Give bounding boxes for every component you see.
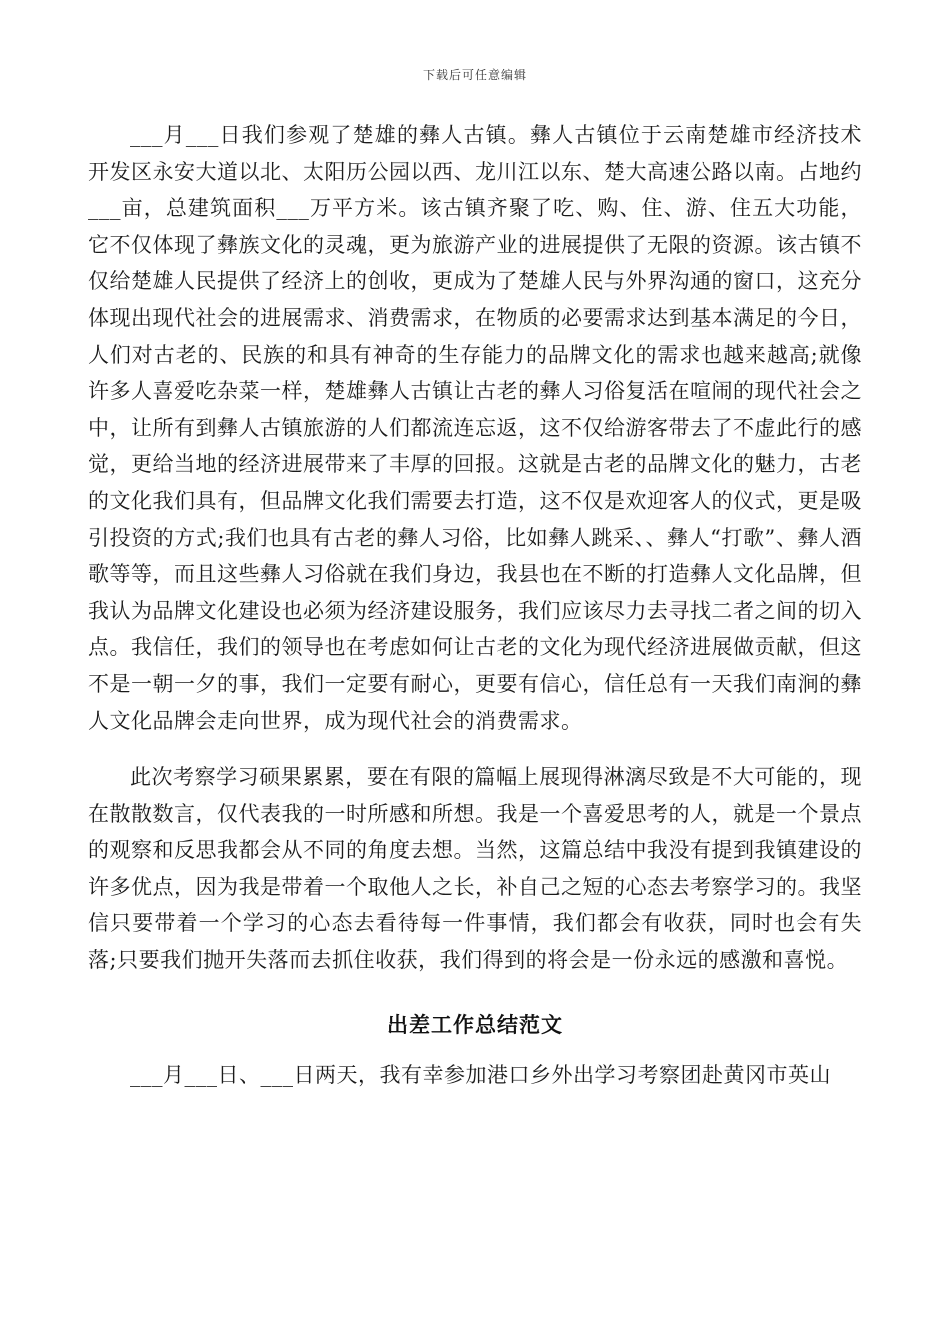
document-body — [88, 117, 862, 1093]
paragraph-business-trip-intro: ___月___日、___日两天，我有幸参加港口乡外出学习考察团赴黄冈市英山 — [130, 1062, 831, 1087]
page-header-note: 下载后可任意编辑 — [422, 68, 527, 82]
paragraph-study-reflection: 此次考察学习硕果累累，要在有限的篇幅上展现得淋漓尽致是不大可能的，现在散散数言，仅代表我的一时所感和所想。我是一个喜爱思考的人，就是一个景点的观察和反思我都会从不同的角度去想。当然，这篇总结中我没有提到我镇建设的许多优点，因为我是带着一个取他人之长，补自己之短的心态去考察学习的。我坚信只要带着一个学习的心态去看待每一件事情，我们都会有收获，同时也会有失落;只要我们抛开失落而去抓住收获，我们得到的将会是一份永远的感激和喜悦。 — [88, 765, 862, 973]
section-title: 出差工作总结范文 — [387, 1012, 563, 1037]
paragraph-visit-yiren-town: ___月___日我们参观了楚雄的彝人古镇。彝人古镇位于云南楚雄市经济技术开发区永安大道以北、太阳历公园以西、龙川江以东、楚大高速公路以南。占地约___亩，总建筑面积___万平方米。该古镇齐聚了吃、购、住、游、住五大功能，它不仅体现了彝族文化的灵魂，更为旅游产业的进展提供了无限的资源。该古镇不仅给楚雄人民提供了经济上的创收，更成为了楚雄人民与外界沟通的窗口，这充分体现出现代社会的进展需求、消费需求，在物质的必要需求达到基本满足的今日，人们对古老的、民族的和具有神奇的生存能力的品牌文化的需求也越来越高;就像许多人喜爱吃杂菜一样，楚雄彝人古镇让古老的彝人习俗复活在喧闹的现代社会之中，让所有到彝人古镇旅游的人们都流连忘返，这不仅给游客带去了不虚此行的感觉，更给当地的经济进展带来了丰厚的回报。这就是古老的品牌文化的魅力，古老的文化我们具有，但品牌文化我们需要去打造，这不仅是欢迎客人的仪式，更是吸引投资的方式;我们也具有古老的彝人习俗，比如彝人跳采、、彝人“打歌”、彝人酒歌等等，而且这些彝人习俗就在我们身边，我县也在不断的打造彝人文化品牌，但我认为品牌文化建设也必须为经济建设服务，我们应该尽力去寻找二者之间的切入点。我信任，我们的领导也在考虑如何让古老的文化为现代经济进展做贡献，但这不是一朝一夕的事，我们一定要有耐心，更要有信心，信任总有一天我们南涧的彝人文化品牌会走向世界，成为现代社会的消费需求。 — [88, 123, 862, 733]
